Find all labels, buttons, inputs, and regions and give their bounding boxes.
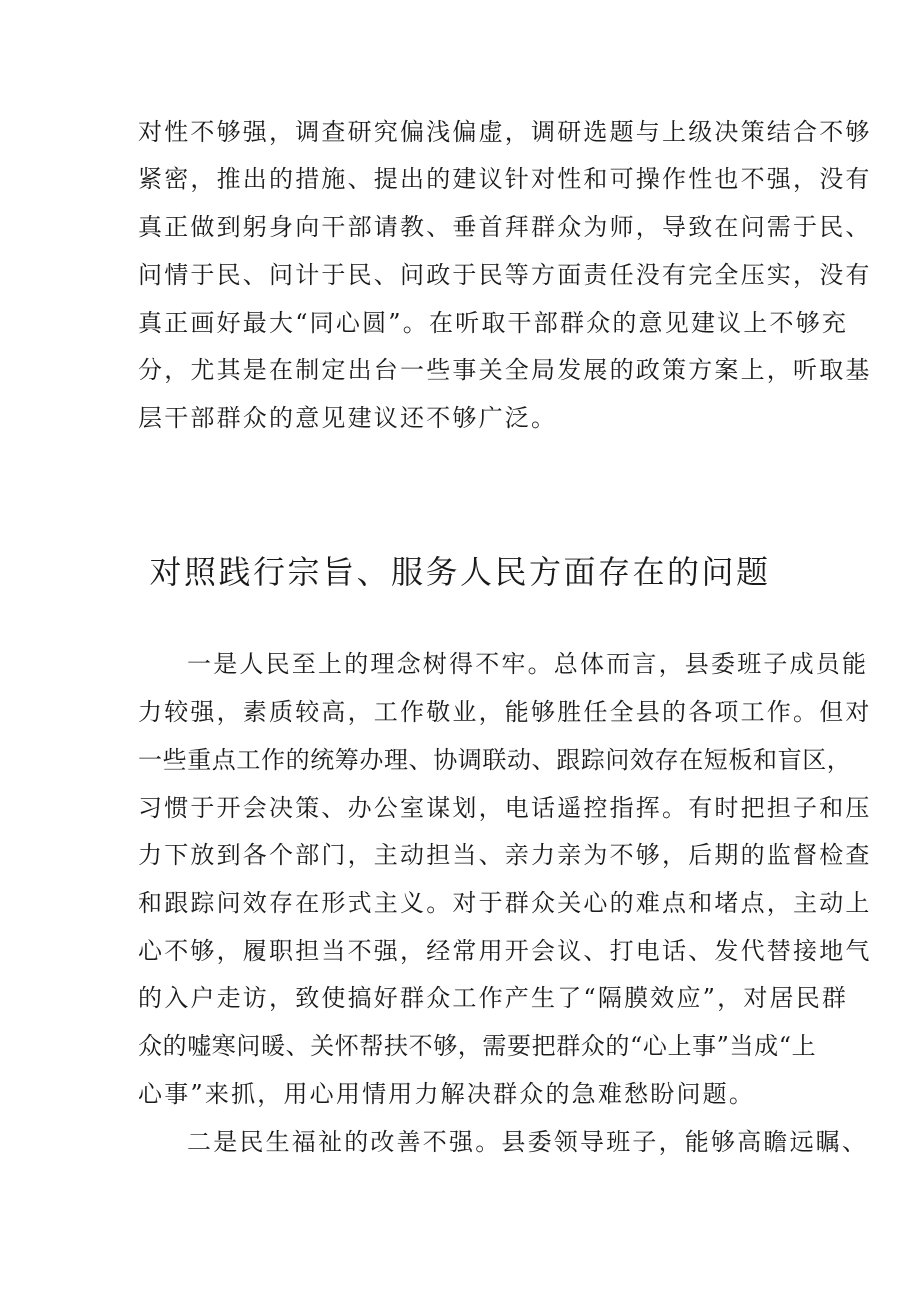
paragraph-line: 心事”来抓，用心用情用力解决群众的急难愁盼问题。 <box>138 1080 756 1108</box>
paragraph-line: 对性不够强，调查研究偏浅偏虚，调研选题与上级决策结合不够 <box>138 118 872 146</box>
paragraph-line: 紧密，推出的措施、提出的建议针对性和可操作性也不强，没有 <box>138 165 872 193</box>
paragraph-line: 分，尤其是在制定出台一些事关全局发展的政策方案上，听取基 <box>138 356 872 384</box>
paragraph-line: 力较强，素质较高，工作敬业，能够胜任全县的各项工作。但对 <box>138 698 872 726</box>
paragraph-line: 众的嘘寒问暖、关怀帮扶不够，需要把群众的“心上事”当成“上 <box>138 1032 817 1060</box>
paragraph-line: 问情于民、问计于民、问政于民等方面责任没有完全压实，没有 <box>138 261 872 289</box>
paragraph-line: 心不够，履职担当不强，经常用开会议、打电话、发代替接地气 <box>138 937 872 965</box>
paragraph-line: 一是人民至上的理念树得不牢。总体而言，县委班子成员能 <box>187 650 869 678</box>
paragraph-line: 真正画好最大“同心圆”。在听取干部群众的意见建议上不够充 <box>138 309 849 337</box>
paragraph-line: 的入户走访，致使搞好群众工作产生了“隔膜效应”，对居民群 <box>138 984 849 1012</box>
paragraph-line: 和跟踪问效存在形式主义。对于群众关心的难点和堵点，主动上 <box>138 889 872 917</box>
paragraph-line: 一些重点工作的统筹办理、协调联动、跟踪问效存在短板和盲区， <box>138 746 852 774</box>
paragraph-line: 力下放到各个部门，主动担当、亲力亲为不够，后期的监督检查 <box>138 841 872 869</box>
paragraph-line: 二是民生福祉的改善不强。县委领导班子，能够高瞻远瞩、 <box>187 1128 869 1156</box>
paragraph-line: 习惯于开会决策、办公室谋划，电话遥控指挥。有时把担子和压 <box>138 794 872 822</box>
paragraph-line: 真正做到躬身向干部请教、垂首拜群众为师，导致在问需于民、 <box>138 213 872 241</box>
section-heading: 对照践行宗旨、服务人民方面存在的问题 <box>149 553 771 591</box>
paragraph-line: 层干部群众的意见建议还不够广泛。 <box>138 404 558 432</box>
